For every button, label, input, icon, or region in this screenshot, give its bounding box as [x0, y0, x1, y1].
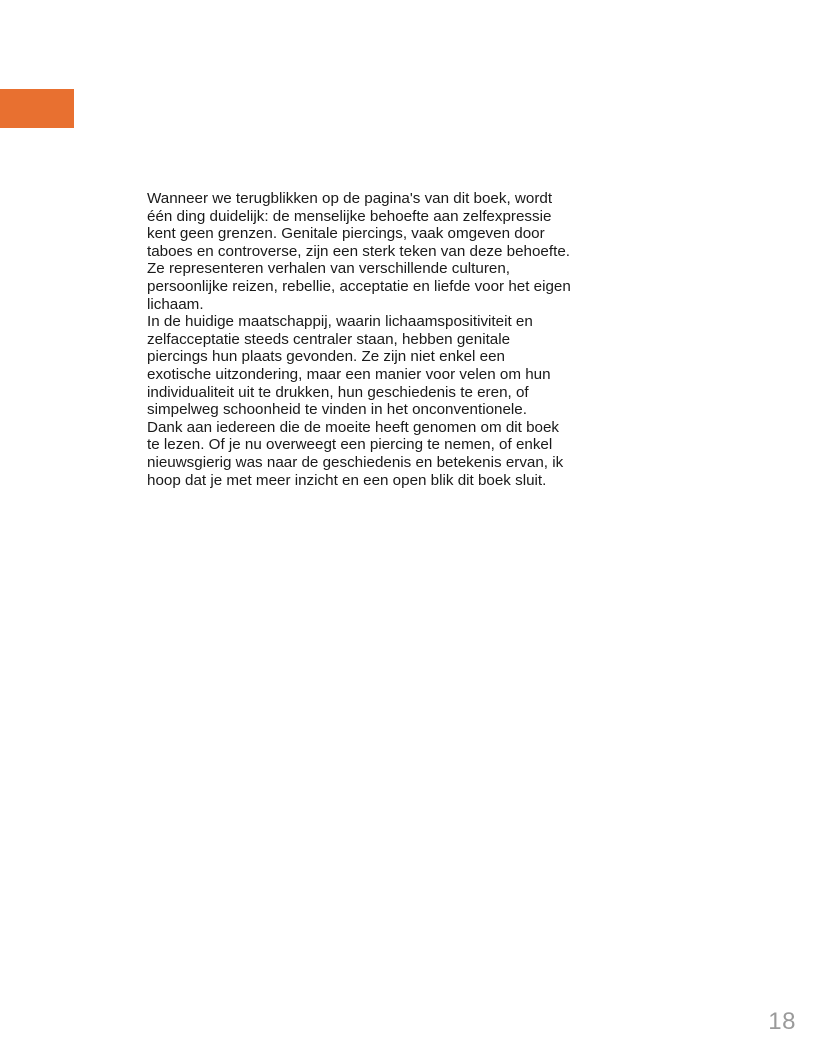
text-line: hoop dat je met meer inzicht en een open blik dit boek sluit.	[147, 471, 547, 489]
text-line: nieuwsgierig was naar de geschiedenis en betekenis ervan, ik	[147, 453, 564, 471]
text-line: persoonlijke reizen, rebellie, acceptatie en liefde voor het eigen	[147, 277, 571, 295]
text-line: piercings hun plaats gevonden. Ze zijn niet enkel een	[147, 348, 505, 366]
paragraph-1	[147, 190, 667, 313]
accent-bar	[0, 89, 74, 128]
text-line: lichaam.	[147, 295, 204, 313]
text-line: In de huidige maatschappij, waarin lichaamspositiviteit en	[147, 313, 533, 331]
text-line: zelfacceptatie steeds centraler staan, hebben genitale	[147, 330, 511, 348]
page-number: 18	[768, 1008, 796, 1035]
text-line: te lezen. Of je nu overweegt een piercing te nemen, of enkel	[147, 436, 553, 454]
text-line: simpelweg schoonheid te vinden in het onconventionele.	[147, 401, 527, 419]
text-line: exotische uitzondering, maar een manier voor velen om hun	[147, 365, 551, 383]
text-line: individualiteit uit te drukken, hun geschiedenis te eren, of	[147, 383, 529, 401]
text-line: één ding duidelijk: de menselijke behoefte aan zelfexpressie	[147, 207, 552, 225]
text-line: Dank aan iedereen die de moeite heeft genomen om dit boek	[147, 418, 560, 436]
body-text	[147, 190, 667, 489]
paragraph-3	[147, 419, 667, 489]
text-line: Ze representeren verhalen van verschillende culturen,	[147, 260, 511, 278]
text-line: taboes en controverse, zijn een sterk teken van deze behoefte.	[147, 242, 570, 260]
text-line: Wanneer we terugblikken op de pagina's van dit boek, wordt	[147, 190, 553, 207]
paragraph-2	[147, 313, 667, 419]
text-line: kent geen grenzen. Genitale piercings, vaak omgeven door	[147, 225, 545, 243]
